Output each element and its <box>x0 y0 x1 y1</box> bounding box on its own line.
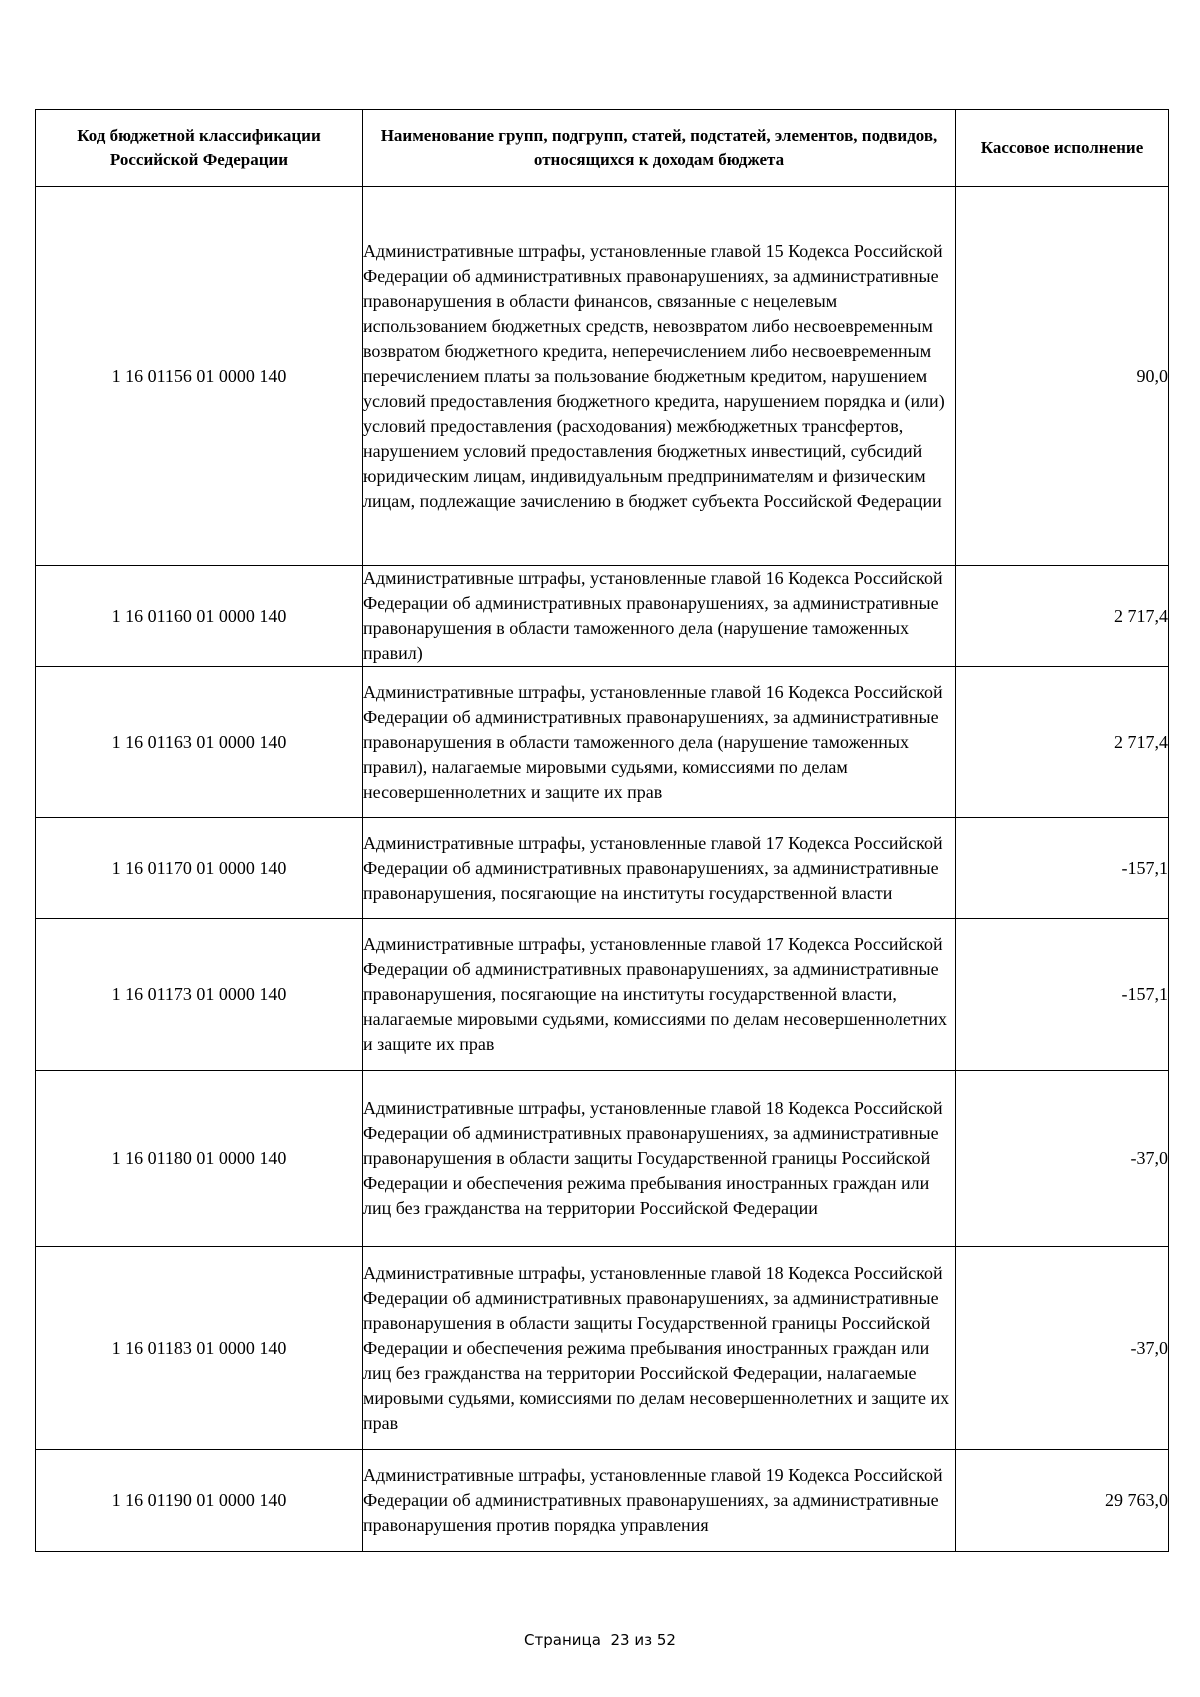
table-header-row <box>36 110 1169 187</box>
page-footer <box>0 1630 1200 1650</box>
table-row <box>36 1071 1169 1247</box>
table-row <box>36 1247 1169 1450</box>
header-name: Наименование групп, подгрупп, статей, подстатей, элементов, подвидов, относящихся к доходам бюджета <box>363 110 956 187</box>
row-amount: -37,0 <box>956 1071 1169 1247</box>
row-code: 1 16 01156 01 0000 140 <box>36 187 363 566</box>
row-amount: 29 763,0 <box>956 1450 1169 1552</box>
row-code: 1 16 01170 01 0000 140 <box>36 818 363 919</box>
row-code: 1 16 01190 01 0000 140 <box>36 1450 363 1552</box>
page-label: Страница <box>524 1631 601 1649</box>
row-name: Административные штрафы, установленные главой 19 Кодекса Российской Федерации об административных правонарушениях, за административные правонарушения против порядка управления <box>363 1450 956 1552</box>
row-code: 1 16 01163 01 0000 140 <box>36 667 363 818</box>
row-amount: 2 717,4 <box>956 667 1169 818</box>
row-amount: 2 717,4 <box>956 566 1169 667</box>
row-amount: -37,0 <box>956 1247 1169 1450</box>
row-amount: 90,0 <box>956 187 1169 566</box>
table-row <box>36 187 1169 566</box>
table-row <box>36 667 1169 818</box>
table-row <box>36 1450 1169 1552</box>
table-row <box>36 566 1169 667</box>
row-code: 1 16 01183 01 0000 140 <box>36 1247 363 1450</box>
row-name: Административные штрафы, установленные главой 16 Кодекса Российской Федерации об административных правонарушениях, за административные правонарушения в области таможенного дела (нарушение таможенных правил) <box>363 566 956 667</box>
row-code: 1 16 01160 01 0000 140 <box>36 566 363 667</box>
table-row <box>36 919 1169 1071</box>
row-name: Административные штрафы, установленные главой 15 Кодекса Российской Федерации об административных правонарушениях, за административные правонарушения в области финансов, связанные с нецелевым использованием бюджетных средств, невозвратом либо несвоевременным возвратом бюджетного кредита, неперечислением либо несвоевременным перечислением платы за пользование бюджетным кредитом, нарушением условий предоставления бюджетного кредита, нарушением порядка и (или) условий предоставления (расходования) межбюджетных трансфертов, нарушением условий предоставления бюджетных инвестиций, субсидий юридическим лицам, индивидуальным предпринимателям и физическим лицам, подлежащие зачислению в бюджет субъекта Российской Федерации <box>363 187 956 566</box>
header-amount: Кассовое исполнение <box>956 110 1169 187</box>
total-pages: 52 <box>656 1631 676 1649</box>
table-row <box>36 818 1169 919</box>
row-name: Административные штрафы, установленные главой 18 Кодекса Российской Федерации об административных правонарушениях, за административные правонарушения в области защиты Государственной границы Российской Федерации и обеспечения режима пребывания иностранных граждан или лиц без гражданства на территории Российской Федерации <box>363 1071 956 1247</box>
row-amount: -157,1 <box>956 919 1169 1071</box>
row-code: 1 16 01173 01 0000 140 <box>36 919 363 1071</box>
row-name: Административные штрафы, установленные главой 16 Кодекса Российской Федерации об административных правонарушениях, за административные правонарушения в области таможенного дела (нарушение таможенных правил), налагаемые мировыми судьями, комиссиями по делам несовершеннолетних и защите их прав <box>363 667 956 818</box>
row-amount: -157,1 <box>956 818 1169 919</box>
row-name: Административные штрафы, установленные главой 17 Кодекса Российской Федерации об административных правонарушениях, за административные правонарушения, посягающие на институты государственной власти <box>363 818 956 919</box>
header-code: Код бюджетной классификации Российской Федерации <box>36 110 363 187</box>
row-code: 1 16 01180 01 0000 140 <box>36 1071 363 1247</box>
budget-revenue-table <box>35 109 1169 1552</box>
page-of-label: из <box>634 1631 653 1649</box>
page-number: 23 <box>610 1631 630 1649</box>
row-name: Административные штрафы, установленные главой 18 Кодекса Российской Федерации об административных правонарушениях, за административные правонарушения в области защиты Государственной границы Российской Федерации и обеспечения режима пребывания иностранных граждан или лиц без гражданства на территории Российской Федерации, налагаемые мировыми судьями, комиссиями по делам несовершеннолетних и защите их прав <box>363 1247 956 1450</box>
row-name: Административные штрафы, установленные главой 17 Кодекса Российской Федерации об административных правонарушениях, за административные правонарушения, посягающие на институты государственной власти, налагаемые мировыми судьями, комиссиями по делам несовершеннолетних и защите их прав <box>363 919 956 1071</box>
